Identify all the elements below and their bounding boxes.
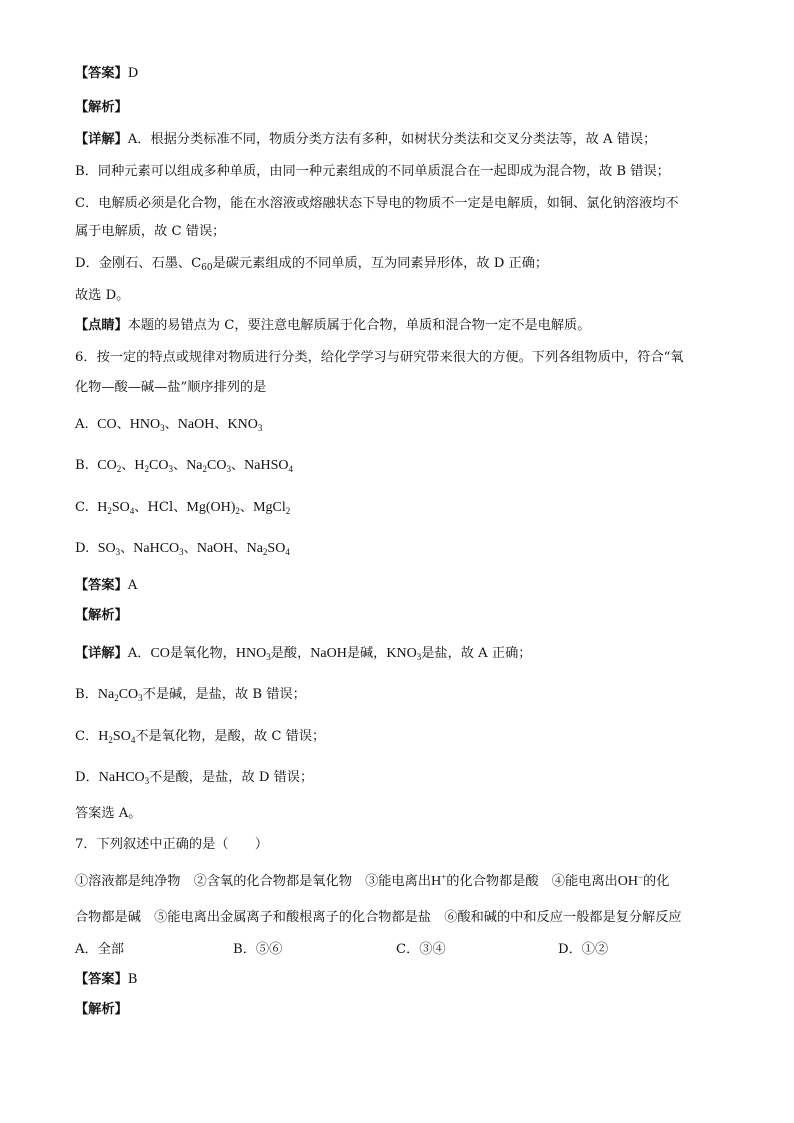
q5-detail-a: 【详解】A．根据分类标准不同，物质分类方法有多种，如树状分类法和交叉分类法等，故 A 错误； <box>75 132 657 147</box>
q7-option-d: D．①② <box>558 942 609 957</box>
q5-remark: 【点睛】本题的易错点为 C，要注意电解质属于化合物，单质和混合物一定不是电解质。 <box>75 318 591 333</box>
q6-detail-d: D．NaHCO$_3$不是酸，是盐，故 D 错误； <box>75 770 314 786</box>
q6-option-c: C. $H_2SO_4$、HCl、$Mg(OH)_2$、MgCl$_2$ <box>75 500 291 516</box>
q6-option-a: A. CO、$HNO_3$、NaOH、$KNO_3$ <box>75 417 263 433</box>
q6-detail-c: C．$H_2SO_4$不是氧化物，是酸，故 C 错误； <box>75 729 326 745</box>
q5-detail-d: D．金刚石、石墨、$C_{60}$是碳元素组成的不同单质，互为同素异形体，故 D 正确； <box>75 256 549 273</box>
q5-detail-c2: 属于电解质，故 C 错误； <box>75 224 226 239</box>
q6-conclusion: 答案选 A。 <box>75 806 142 821</box>
q7-stem: 7．下列叙述中正确的是（ ） <box>75 837 269 852</box>
q7-statements-line1: ①溶液都是纯净物 ②含氧的化合物都是氧化物 ③能电离出H+的化合物都是酸 ④能电离出OH−的化 <box>75 872 670 889</box>
q7-option-b: B．⑤⑥ <box>233 942 283 957</box>
q5-conclusion: 故选 D。 <box>75 288 130 303</box>
q6-answer: A <box>127 578 138 593</box>
q5-answer-line <box>75 64 138 84</box>
q6-option-d: D. $SO_3$、NaHCO$_3$、NaOH、$Na_2SO_4$ <box>75 541 290 557</box>
q6-stem-line2: 化物—酸—碱—盐”顺序排列的是 <box>75 380 267 395</box>
q6-detail-a: 【详解】A．CO是氧化物，$HNO_3$是酸，NaOH是碱，$KNO_3$是盐，故 A 正确； <box>75 646 532 662</box>
q5-detail-b: B．同种元素可以组成多种单质，由同一种元素组成的不同单质混合在一起即成为混合物，故 B 错误； <box>75 164 670 179</box>
q6-analysis-heading: 【解析】 <box>75 608 128 623</box>
q7-option-c: C．③④ <box>396 942 446 957</box>
answer-tag: 【答案】 <box>75 66 128 81</box>
q6-stem-line1: 6．按一定的特点或规律对物质进行分类，给化学学习与研究带来很大的方便。下列各组物质中，符合“氧 <box>75 350 684 365</box>
q6-detail-b: B．$Na_2CO_3$不是碱，是盐，故 B 错误； <box>75 687 306 703</box>
q7-answer: B <box>127 972 138 987</box>
q7-analysis-heading: 【解析】 <box>75 1002 128 1017</box>
q6-option-b: B. $CO_2$、$H_2CO_3$、$Na_2CO_3$、NaHSO$_4$ <box>75 458 293 474</box>
q6-answer-line: 【答案】A <box>75 578 138 593</box>
q5-analysis-heading: 【解析】 <box>75 100 128 115</box>
q5-answer: D <box>127 66 139 81</box>
q5-detail-c1: C．电解质必须是化合物，能在水溶液或熔融状态下导电的物质不一定是电解质，如铜、氯化钠溶液均不 <box>75 196 679 211</box>
q7-statements-line2: 合物都是碱 ⑤能电离出金属离子和酸根离子的化合物都是盐 ⑥酸和碱的中和反应一般都是复分解反应 <box>75 910 682 925</box>
q7-answer-line: 【答案】B <box>75 972 138 987</box>
q7-option-a: A．全部 <box>75 942 125 957</box>
